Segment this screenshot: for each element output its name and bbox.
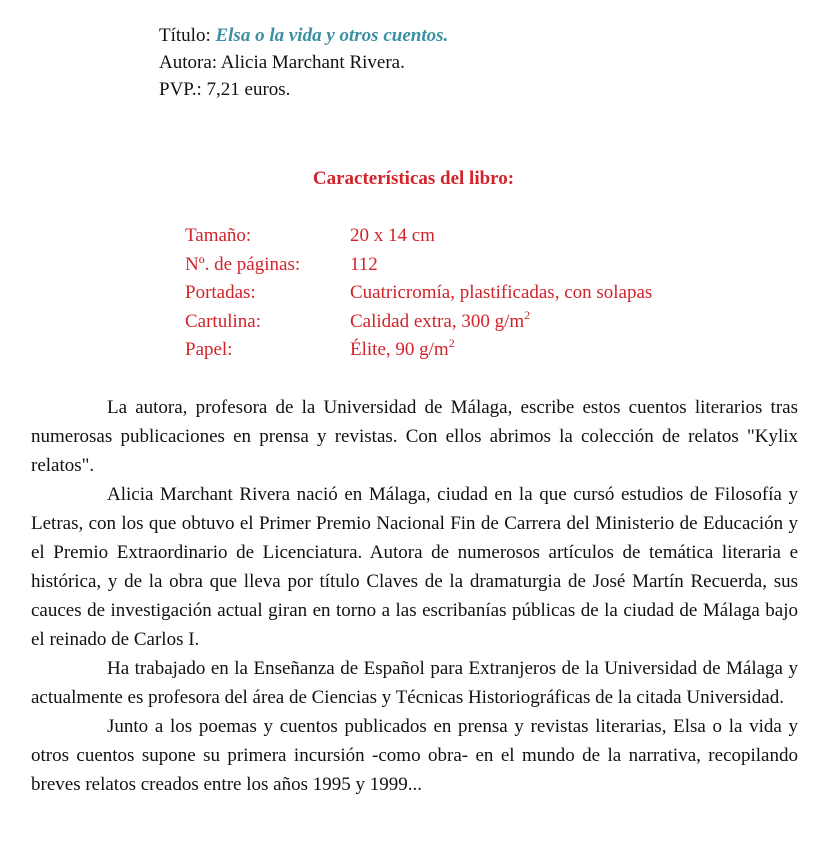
spec-label: Cartulina: [185, 310, 261, 332]
spec-value: Calidad extra, 300 $g/m^2$ [350, 307, 531, 332]
spec-value: 20 x 14 cm [350, 225, 435, 246]
spec-row-pages [185, 251, 652, 280]
spec-row-cardstock [185, 308, 652, 337]
spec-value: Cuatricromía, plastificadas, con solapas [350, 282, 653, 303]
book-title: Elsa o la vida y otros cuentos. [215, 25, 449, 46]
spec-label: Papel: [185, 339, 233, 360]
superscript: 2 [448, 336, 455, 350]
spec-label: Nº. de páginas: [185, 253, 301, 275]
price-line: PVP.: 7,21 euros. [159, 79, 291, 100]
characteristics-table [185, 222, 652, 365]
spec-row-covers [185, 279, 652, 308]
book-header [159, 22, 448, 103]
characteristics-heading: Características del libro: [312, 168, 515, 189]
paragraph: La autora, profesora de la Universidad de Málaga, escribe estos cuentos literarios tras numerosas publicaciones en prensa y revistas. Con ellos abrimos la colección de relatos "Kylix relatos". [31, 397, 798, 476]
paragraph: Ha trabajado en la Enseñanza de Español para Extranjeros de la Universidad de Málaga y actualmente es profesora del área de Ciencias y Técnicas Historiográficas de la citada Universidad. [31, 658, 798, 708]
title-label: Título: [159, 25, 211, 46]
superscript: 2 [524, 307, 531, 322]
spec-label: Tamaño: [185, 225, 252, 246]
paragraph: Junto a los poemas y cuentos publicados en prensa y revistas literarias, Elsa o la vida y otros cuentos supone su primera incursión -como obra- en el mundo de la narrativa, recopilando breves relatos creados entre los años 1995 y 1999... [31, 716, 798, 795]
author-line: Autora: Alicia Marchant Rivera. [159, 52, 405, 73]
spec-row-size [185, 222, 652, 251]
title-line [159, 22, 448, 49]
description-body [31, 393, 798, 799]
spec-value: Élite, 90 $g/m^2$ [350, 336, 455, 360]
spec-row-paper [185, 336, 652, 365]
spec-label: Portadas: [185, 282, 256, 303]
paragraph: Alicia Marchant Rivera nació en Málaga, ciudad en la que cursó estudios de Filosofía y Letras, con los que obtuvo el Primer Premio Nacional Fin de Carrera del Ministerio de Educación y el Premio Extraordinario de Licenciatura. Autora de numerosos artículos de temática literaria e histórica, y de la obra que lleva por título Claves de la dramaturgia de José Martín Recuerda, sus cauces de investigación actual giran en torno a las escribanías públicas de la ciudad de Málaga bajo el reinado de Carlos I. [31, 484, 798, 650]
spec-value: 112 [350, 253, 378, 275]
